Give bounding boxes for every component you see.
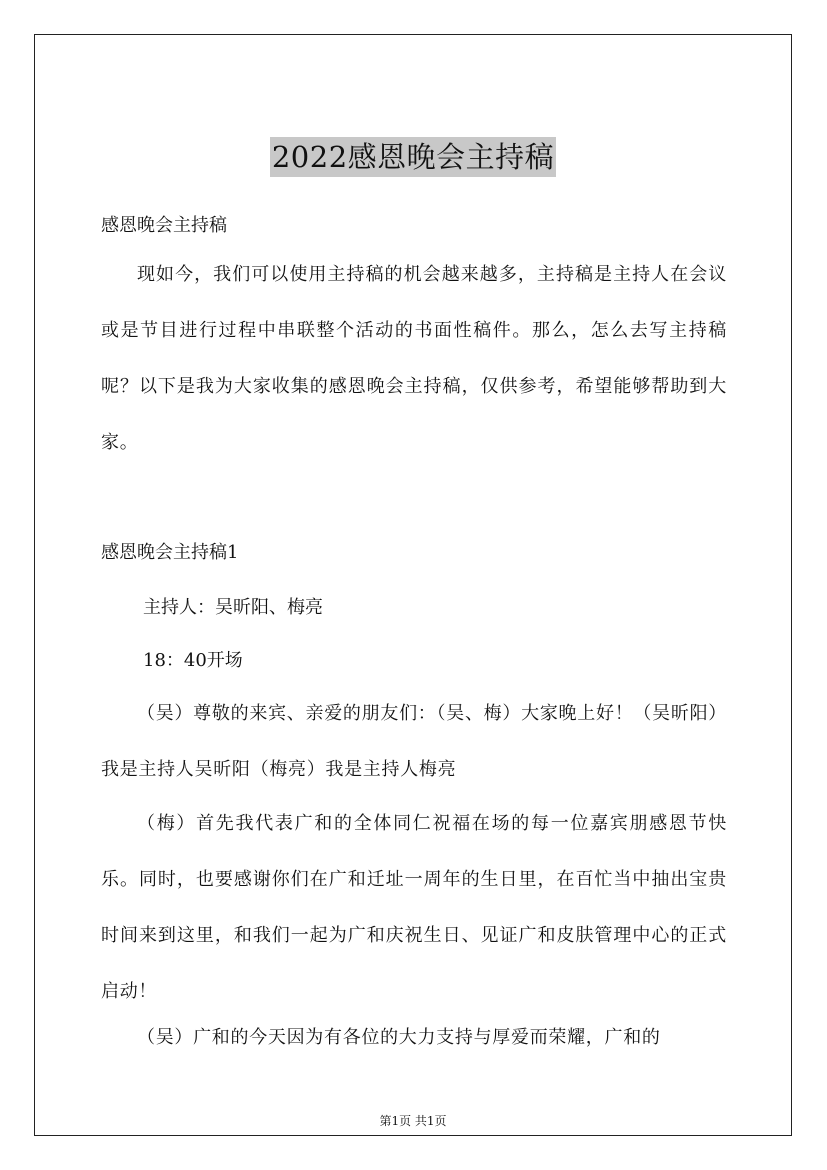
document-title: 2022感恩晚会主持稿 [270, 137, 556, 177]
hosts-line: 主持人：吴昕阳、梅亮 [143, 597, 323, 618]
paragraph-1: （吴）尊敬的来宾、亲爱的朋友们：（吴、梅）大家晚上好！（吴昕阳）我是主持人吴昕阳（梅亮）我是主持人梅亮 [101, 703, 727, 780]
paragraph-2: （梅）首先我代表广和的全体同仁祝福在场的每一位嘉宾朋感恩节快乐。同时，也要感谢你们在广和迁址一周年的生日里，在百忙当中抽出宝贵时间来到这里，和我们一起为广和庆祝生日、见证广和皮肤管理中心的正式启动！ [101, 813, 727, 1002]
paragraph-3: （吴）广和的今天因为有各位的大力支持与厚爱而荣耀，广和的 [137, 1027, 661, 1048]
page-footer: 第1页 共1页 [379, 1114, 447, 1128]
document-subtitle: 感恩晚会主持稿 [101, 215, 227, 236]
title-wrap [35, 137, 791, 177]
section-heading: 感恩晚会主持稿1 [101, 542, 239, 563]
time-line: 18：40开场 [143, 650, 243, 671]
intro-paragraph: 现如今，我们可以使用主持稿的机会越来越多，主持稿是主持人在会议或是节目进行过程中串联整个活动的书面性稿件。那么，怎么去写主持稿呢？以下是我为大家收集的感恩晚会主持稿，仅供参考，希望能够帮助到大家。 [101, 264, 727, 453]
document-page [34, 34, 792, 1136]
